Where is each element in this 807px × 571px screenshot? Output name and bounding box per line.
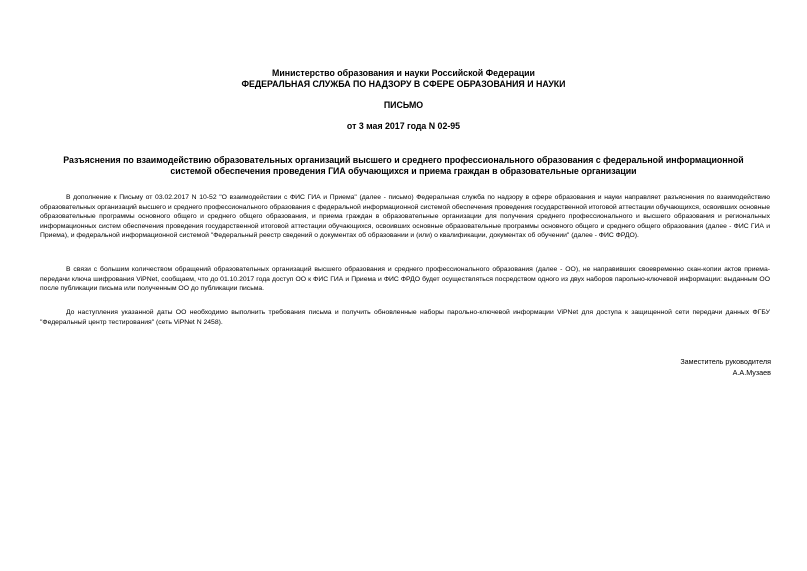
body-paragraph-3: До наступления указанной даты ОО необходимо выполнить требования письма и получить обновленные наборы парольно-ключевой информации ViPNet для доступа к защищенной сети передачи данных ФГБУ "Федеральный центр тестирования" (сеть ViPNet N 2458).	[40, 309, 770, 326]
document-date-number: от 3 мая 2017 года N 02-95	[346, 121, 461, 131]
signatory-name: А.А.Музаев	[732, 368, 771, 377]
subject-line-1: Разъяснения по взаимодействию образовательных организаций высшего и среднего профессионального образования с федеральной информационной	[63, 155, 744, 165]
service-heading: ФЕДЕРАЛЬНАЯ СЛУЖБА ПО НАДЗОРУ В СФЕРЕ ОБРАЗОВАНИЯ И НАУКИ	[241, 79, 566, 89]
body-paragraph-2: В связи с большим количеством обращений образовательных организаций высшего образования и среднего профессионального образования (далее - ОО), не направивших своевременно скан-копии актов приема-передачи ключа шифрования ViPNet, сообщаем, что до 01.10.2017 года доступ ОО к ФИС ГИА и Приема и ФИС ФРДО будет осуществляться посредством одного из двух наборов парольно-ключевой информации: выданным ОО после публикации письма или полученным ОО до публикации письма.	[40, 266, 770, 293]
signatory-position: Заместитель руководителя	[680, 357, 771, 366]
subject-line-2: системой обеспечения проведения ГИА обучающихся и приема граждан в образовательные организации	[170, 166, 637, 176]
ministry-heading: Министерство образования и науки Российской Федерации	[272, 68, 535, 78]
body-paragraph-1: В дополнение к Письму от 03.02.2017 N 10-52 "О взаимодействии с ФИС ГИА и Приема" (далее - письмо) Федеральная служба по надзору в сфере образования и науки направляет разъяснения по взаимодействию образовательных организаций высшего и среднего профессионального образования с федеральной информационной системой обеспечения проведения государственной итоговой аттестации обучающихся, освоивших основные образовательные программы основного общего и среднего общего образования, и приема граждан в образовательные организации для получения среднего профессионального и высшего образования и региональных информационных систем обеспечения проведения государственной итоговой аттестации обучающихся, освоивших основные образовательные программы основного общего и среднего общего образования (далее - ФИС ГИА и Приема), и федеральной информационной системой "Федеральный реестр сведений о документах об образовании и (или) о квалификации, документах об обучении" (далее - ФИС ФРДО).	[40, 194, 770, 240]
document-type: ПИСЬМО	[383, 100, 424, 110]
